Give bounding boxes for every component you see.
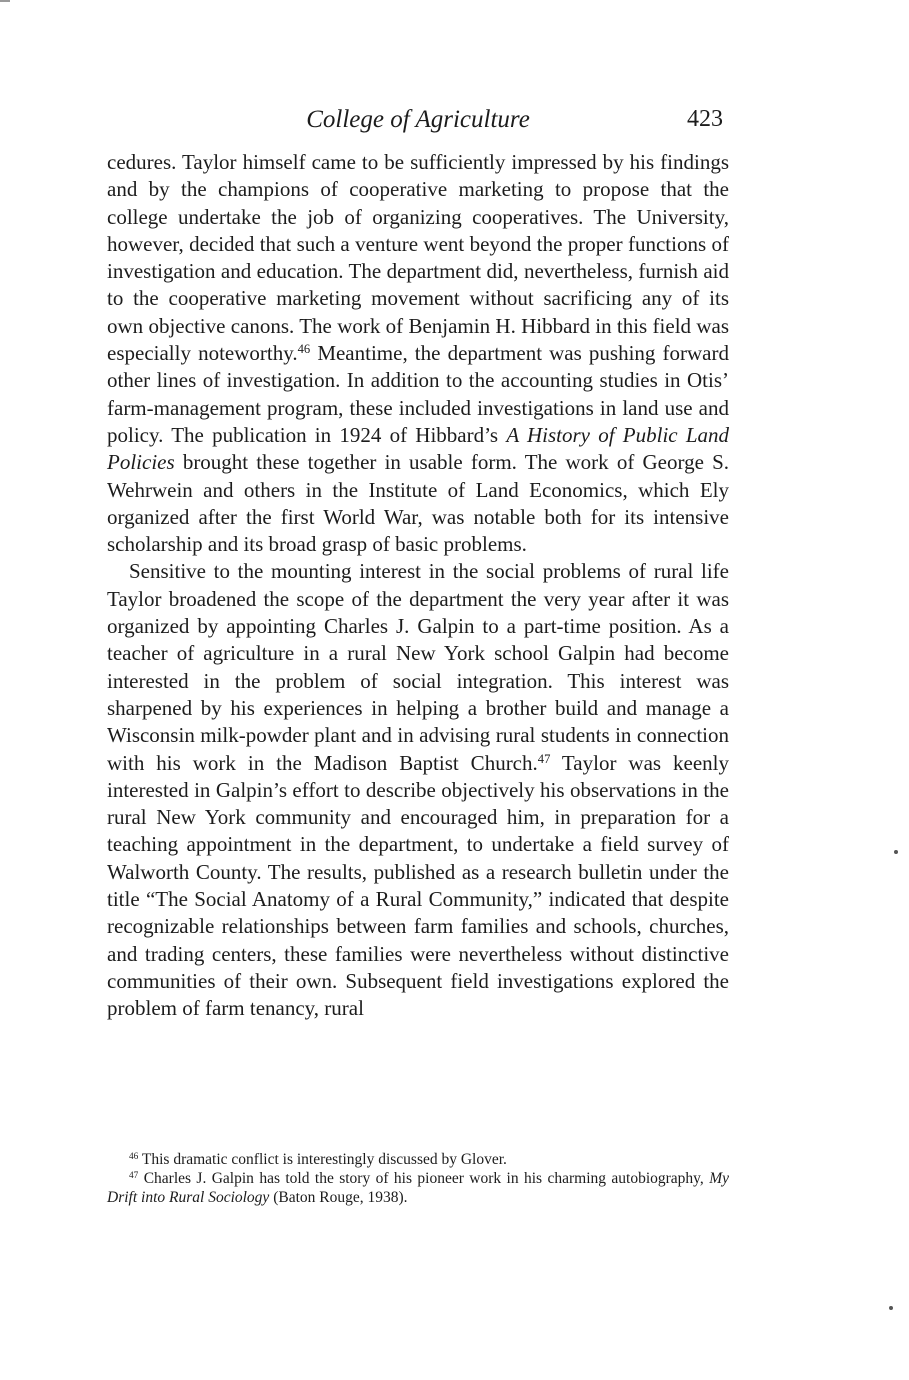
italic-title: A History of Public Land Policies xyxy=(107,422,729,475)
page-number: 423 xyxy=(687,106,723,132)
text-run: Charles J. Galpin has told the story of his pioneer work in his charming autobiography, xyxy=(138,1170,710,1187)
text-run: This dramatic conflict is interestingly discussed by Glover. xyxy=(138,1151,507,1168)
text-run: cedures. Taylor himself came to be sufficiently impressed by his findings and by the champions of cooperative marketing to propose that the college undertake the job of organizing cooperatives. The University, however, decided that such a venture went beyond the proper functions of investigation and education. The department did, nevertheless, furnish aid to the cooperative marketing movement without sacrificing any of its own objective canons. The work of Benjamin H. Hibbard in this field was especially noteworthy. xyxy=(107,150,729,366)
paragraph xyxy=(107,558,729,1022)
text-run: (Baton Rouge, 1938). xyxy=(269,1189,408,1206)
text-run: brought these together in usable form. The work of George S. Wehrwein and others in the Institute of Land Economics, which Ely organized after the first World War, was notable both for its intensive scholarship and its broad grasp of basic problems. xyxy=(107,450,729,557)
footnote-ref: 46 xyxy=(129,1151,139,1162)
footnote xyxy=(107,1169,729,1207)
footnote-ref: 47 xyxy=(537,751,551,766)
footnote-ref: 47 xyxy=(129,1170,139,1181)
paragraph xyxy=(107,149,729,558)
text-run: Taylor was keenly interested in Galpin’s effort to describe objectively his observations in the rural New York community and encouraged him, in preparation for a teaching appointment in the department, to undertake a field survey of Walworth County. The results, published as a research bulletin under the title “The Social Anatomy of a Rural Community,” indicated that despite recognizable relationships between farm families and schools, churches, and trading centers, these families were nevertheless without distinctive communities of their own. Subsequent field investigations explored the problem of farm tenancy, rural xyxy=(107,750,729,1021)
italic-title: My Drift into Rural Sociology xyxy=(107,1170,729,1206)
scan-edge-mark xyxy=(0,0,10,2)
scan-speck xyxy=(894,850,898,854)
running-title: College of Agriculture xyxy=(306,106,530,133)
text-run: Sensitive to the mounting interest in the social problems of rural life Taylor broadened the scope of the department the very year after it was organized by appointing Charles J. Galpin to a part-time position. As a teacher of agriculture in a rural New York school Galpin had become interested in the problem of social integration. This interest was sharpened by his experiences in helping a brother build and manage a Wisconsin milk-powder plant and in advising rural students in connection with his work in the Madison Baptist Church. xyxy=(107,559,729,775)
running-head xyxy=(107,106,729,146)
body-text xyxy=(107,149,729,1023)
text-run: Meantime, the department was pushing forward other lines of investigation. In addition to the accounting studies in Otis’ farm-management program, these included investigations in land use and policy. The publication in 1924 of Hibbard’s xyxy=(107,341,729,447)
footnote-ref: 46 xyxy=(297,342,311,357)
footnote xyxy=(107,1150,729,1169)
scan-speck xyxy=(889,1306,893,1310)
footnotes xyxy=(107,1150,729,1207)
